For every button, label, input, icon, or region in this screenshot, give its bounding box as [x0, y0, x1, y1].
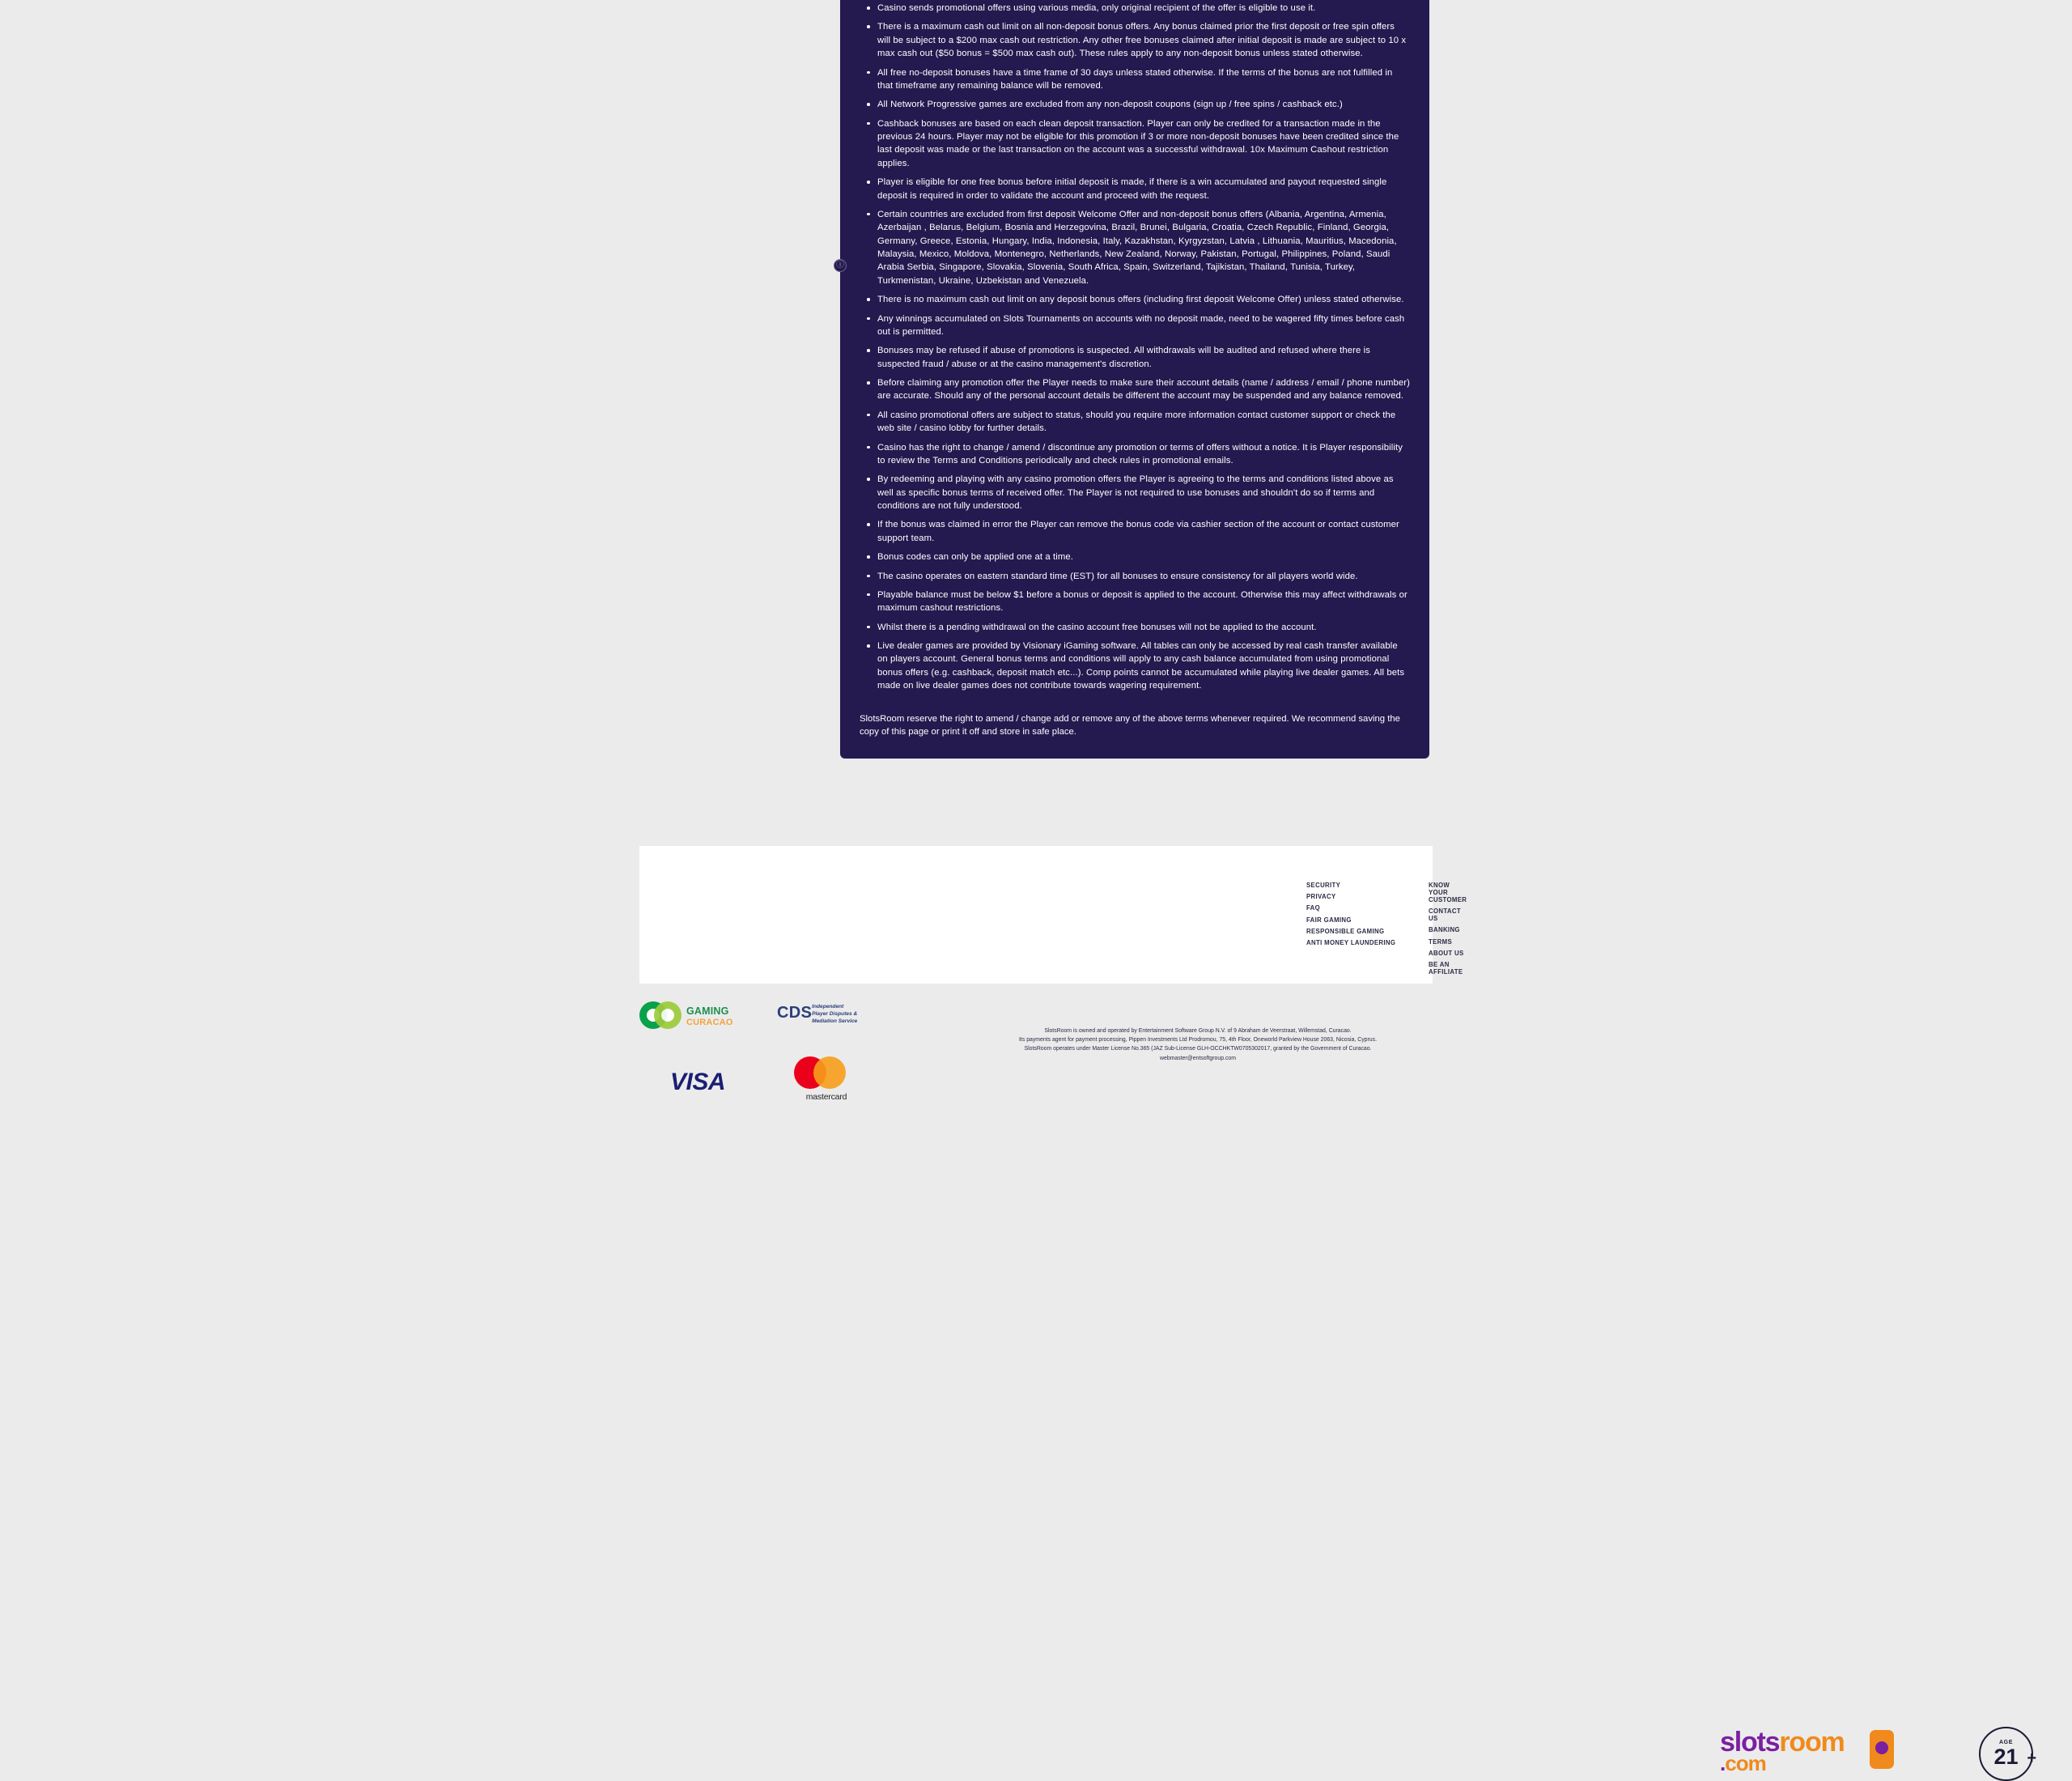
footer-links-column-one	[1306, 882, 1395, 950]
list-item: If the bonus was claimed in error the Player can remove the bonus code via cashier section of the account or contact customer support team.	[876, 518, 1410, 545]
license-disclaimer	[955, 1027, 1441, 1063]
footer-links-column-two	[1429, 882, 1467, 980]
age-badge-label: AGE	[1999, 1740, 2013, 1745]
footer-link-anti-money-laundering[interactable]: ANTI MONEY LAUNDERING	[1306, 939, 1396, 947]
footer-column-one-title: SECURITY	[1306, 882, 1341, 889]
cds-line2: Player Disputes &	[812, 1010, 858, 1017]
logo-word-slots: slots	[1720, 1727, 1780, 1758]
list-item: By redeeming and playing with any casino promotion offers the Player is agreeing to the terms and conditions listed above as well as specific bonus terms of received offer. The Player is not required to use bonuses and shouldn't do so if terms and conditions are not fully understood.	[876, 473, 1410, 512]
footer-link-terms[interactable]: TERMS	[1429, 937, 1453, 946]
list-item: Before claiming any promotion offer the Player needs to make sure their account details (name / address / email / phone number) are accurate. Should any of the personal account details be different the account may be suspended and any balance removed.	[876, 376, 1410, 403]
list-item: There is no maximum cash out limit on any deposit bonus offers (including first deposit Welcome Offer) unless stated otherwise.	[876, 293, 1410, 306]
footer-link-contact-us[interactable]: CONTACT US	[1429, 908, 1461, 922]
logo-dot: .	[1720, 1751, 1726, 1775]
footer-link-fair-gaming[interactable]: FAIR GAMING	[1306, 916, 1352, 924]
slotsroom-logo[interactable]	[1720, 1728, 1894, 1779]
list-item: Player is eligible for one free bonus before initial deposit is made, if there is a win accumulated and payout requested single deposit is required in order to validate the account and proceed with the request.	[876, 176, 1410, 202]
gaming-curacao-text	[686, 1005, 733, 1027]
list-item: Casino sends promotional offers using various media, only original recipient of the offer is eligible to use it.	[876, 2, 1410, 15]
cds-initials: CDS	[777, 1004, 813, 1022]
logo-com: com	[1725, 1751, 1766, 1775]
gaming-curacao-line2: CURACAO	[686, 1018, 733, 1027]
license-line-2: Its payments agent for payment processing, Pippen Investments Ltd Prodromou, 75, 4th Floor, Oneworld Parkview House 2063, Nicosia, Cyprus.	[1019, 1037, 1377, 1044]
cds-line1: Independent	[812, 1004, 844, 1010]
logo-slot-icon	[1870, 1730, 1894, 1769]
list-item: Live dealer games are provided by Visionary iGaming software. All tables can only be accessed by real cash transfer available on players account. General bonus terms and conditions will apply to any cash balance accumulated from using promotional bonus offers (e.g. cashback, deposit match etc...). Comp points cannot be accumulated while playing live dealer games. All bets made on live dealer games does not contribute towards wagering requirement.	[876, 640, 1410, 693]
list-item: Any winnings accumulated on Slots Tournaments on accounts with no deposit made, need to be wagered fifty times before cash out is permitted.	[876, 312, 1410, 339]
license-email[interactable]: webmaster@entsoftgroup.com	[1160, 1055, 1236, 1061]
age-badge-plus: +	[2027, 1749, 2036, 1767]
footer-link-faq[interactable]: FAQ	[1306, 904, 1321, 912]
list-item: Whilst there is a pending withdrawal on the casino account free bonuses will not be applied to the account.	[876, 621, 1410, 634]
list-item: All free no-deposit bonuses have a time frame of 30 days unless stated otherwise. If the terms of the bonus are not fulfilled in that timeframe any remaining balance will be removed.	[876, 66, 1410, 93]
gaming-curacao-line1: GAMING	[686, 1005, 729, 1017]
list-item: All casino promotional offers are subject to status, should you require more information contact customer support or check the web site / casino lobby for further details.	[876, 409, 1410, 436]
terms-list	[860, 2, 1410, 693]
mastercard-label: mastercard	[805, 1092, 847, 1102]
logo-word-room: room	[1779, 1727, 1845, 1758]
list-item: Cashback bonuses are based on each clean deposit transaction. Player can only be credited for a transaction made in the previous 24 hours. Player may not be eligible for this promotion if 3 or more non-deposit bonuses have been credited since the last deposit was made or the last transaction on the account was a successful withdrawal. 10x Maximum Cashout restriction applies.	[876, 117, 1410, 171]
age-badge-number: 21	[1993, 1745, 2019, 1769]
terms-footnote: SlotsRoom reserve the right to amend / change add or remove any of the above terms whenever required. We recommend saving the copy of this page or print it off and store in safe place.	[860, 713, 1400, 737]
footer-link-privacy[interactable]: PRIVACY	[1306, 893, 1336, 900]
footer-link-be-an-affiliate[interactable]: BE AN AFFILIATE	[1429, 961, 1463, 976]
footer-link-banking[interactable]: BANKING	[1429, 926, 1460, 934]
footer-link-responsible-gaming[interactable]: RESPONSIBLE GAMING	[1306, 927, 1385, 935]
cds-line3: Mediation Service	[812, 1018, 858, 1024]
terms-and-conditions-panel	[840, 0, 1429, 759]
age-restriction-badge	[1979, 1727, 2036, 1781]
mastercard-yellow-circle-icon	[813, 1056, 846, 1089]
footer-column-two-title: KNOW YOUR CUSTOMER	[1429, 882, 1467, 903]
list-item: Certain countries are excluded from first deposit Welcome Offer and non-deposit bonus offers (Albania, Argentina, Armenia, Azerbaijan , Belarus, Belgium, Bosnia and Herzegovina, Brazil, Brunei, Bulgaria, Croatia, Czech Republic, Finland, Georgia, Germany, Greece, Estonia, Hungary, India, Indonesia, Italy, Kazakhstan, Kyrgyzstan, Latvia , Lithuania, Mauritius, Macedonia, Malaysia, Mexico, Moldova, Montenegro, Netherlands, New Zealand, Norway, Pakistan, Portugal, Philippines, Poland, Saudi Arabia Serbia, Singapore, Slovakia, Slovenia, South Africa, Spain, Switzerland, Tajikistan, Thailand, Tunisia, Turkey, Turkmenistan, Ukraine, Uzbekistan and Venezuela.	[876, 208, 1410, 287]
list-item: The casino operates on eastern standard time (EST) for all bonuses to ensure consistency for all players world wide.	[876, 570, 1410, 583]
cds-subtitle	[811, 1004, 882, 1026]
gaming-curacao-ring2-icon	[654, 1001, 681, 1029]
footer-link-about-us[interactable]: ABOUT US	[1429, 949, 1464, 957]
license-line-3: SlotsRoom operates under Master License No.365 (JAZ Sub-License GLH-OCCHKTW0705302017, granted by the Government of Curacao.	[1024, 1046, 1372, 1052]
list-item: There is a maximum cash out limit on all non-deposit bonus offers. Any bonus claimed prior the first deposit or free spin offers will be subject to a $200 max cash out restriction. Any other free bonuses claimed after initial deposit is made are subject to 10 x max cash out ($50 bonus = $500 max cash out). These rules apply to any non-deposit bonus unless stated otherwise.	[876, 20, 1410, 60]
list-item: Bonuses may be refused if abuse of promotions is suspected. All withdrawals will be audited and refused where there is suspected fraud / abuse or at the casino management's discretion.	[876, 344, 1410, 371]
list-item: Casino has the right to change / amend / discontinue any promotion or terms of offers without a notice. It is Player responsibility to review the Terms and Conditions periodically and check rules in promotional emails.	[876, 441, 1410, 468]
mastercard-logo	[789, 1056, 864, 1107]
info-icon[interactable]: ⓘ	[834, 259, 847, 272]
visa-logo: VISA	[670, 1069, 726, 1095]
list-item: Bonus codes can only be applied one at a time.	[876, 550, 1410, 563]
license-line-1: SlotsRoom is owned and operated by Entertainment Software Group N.V. of 9 Abraham de Veerstraat, Willemstad, Curacao.	[1044, 1028, 1352, 1034]
cds-logo[interactable]	[777, 1004, 882, 1026]
list-item: Playable balance must be below $1 before a bonus or deposit is applied to the account. Otherwise this may affect withdrawals or maximum cashout restrictions.	[876, 589, 1410, 615]
gaming-curacao-logo[interactable]	[639, 1000, 753, 1032]
list-item: All Network Progressive games are excluded from any non-deposit coupons (sign up / free spins / cashback etc.)	[876, 98, 1410, 111]
